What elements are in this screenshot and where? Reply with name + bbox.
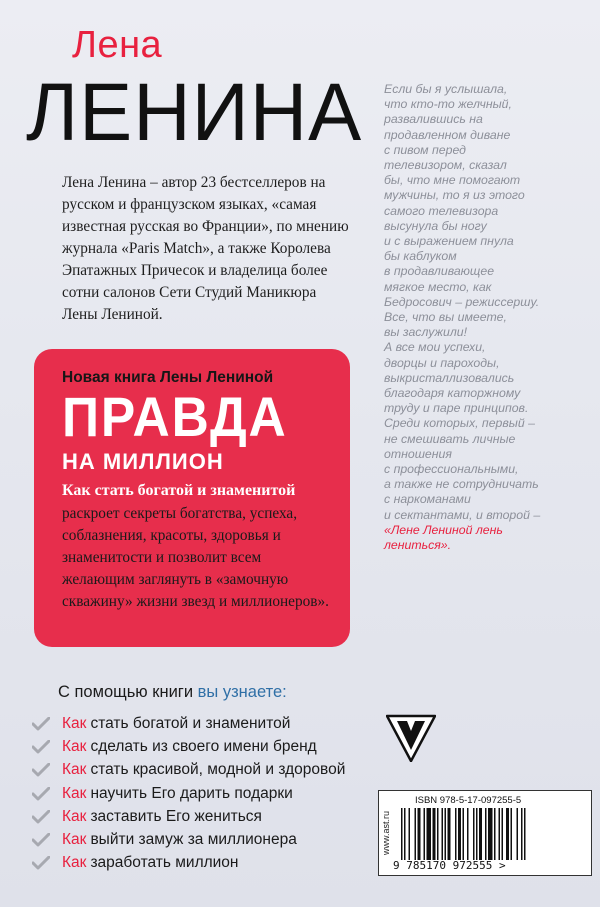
barcode-bar [463, 808, 465, 860]
book-title-line2: НА МИЛЛИОН [62, 449, 224, 474]
barcode-bar [445, 808, 447, 860]
checkmark-icon [32, 763, 50, 777]
quote-line: отношения [384, 446, 452, 461]
quote-line: в продавливающее [384, 264, 495, 279]
quote-line: Если бы я услышала, [384, 82, 508, 96]
barcode-bar [517, 808, 519, 860]
list-item-keyword: Как [62, 784, 87, 802]
barcode-bar [506, 808, 509, 860]
barcode-bar [511, 808, 513, 860]
quote-line: мягкое место, как [384, 279, 492, 294]
learn-intro-accent: вы узнаете: [197, 683, 287, 701]
barcode-bar [404, 808, 406, 860]
quote-line: вы заслужили! [384, 325, 468, 340]
quote-line: мужчины, то я из этого [384, 188, 525, 203]
book-tagline: Как стать богатой и знаменитой [62, 482, 296, 499]
quote-line: с пивом перед [384, 142, 466, 157]
publisher-website: www.ast.ru [381, 811, 391, 856]
checkmark-icon [32, 740, 50, 754]
list-item-keyword: Как [62, 714, 87, 732]
author-last-name: ЛЕНИНА [26, 67, 363, 158]
barcode-bar [488, 808, 493, 860]
list-item [32, 805, 352, 828]
barcode-bar [401, 808, 403, 860]
barcode-bar [437, 808, 439, 860]
barcode-bar [502, 808, 504, 860]
barcode-bar [479, 808, 482, 860]
learn-intro-text: С помощью книги [58, 683, 194, 701]
list-item-keyword: Как [62, 854, 87, 872]
quote-line: что кто-то желчный, [384, 97, 512, 112]
list-item [32, 759, 352, 782]
quote-line: дворцы и пароходы, [384, 355, 500, 370]
barcode-bar [473, 808, 475, 860]
learn-intro [58, 683, 287, 702]
list-item [32, 735, 352, 758]
list-item [32, 712, 352, 735]
quote-line: бы, что мне помогают [384, 173, 521, 188]
list-item-text: стать богатой и знаменитой [90, 714, 291, 732]
quote-line: Все, что вы имеете, [384, 310, 507, 325]
list-item [32, 782, 352, 805]
list-item-text: выйти замуж за миллионера [90, 831, 297, 849]
quote-signature: «Лене Лениной лень [384, 522, 503, 537]
barcode-bars [399, 808, 585, 860]
author-first-name: Лена [72, 24, 163, 66]
quote-line: Бедросович – режиссершу. [384, 294, 540, 309]
book-title: ПРАВДА [62, 385, 288, 448]
quote-signature: лениться». [384, 538, 452, 553]
list-item-keyword: Как [62, 761, 87, 779]
quote-line: с наркоманами [384, 492, 471, 507]
quote-line: благодаря каторжному [384, 386, 521, 401]
list-item-text: научить Его дарить подарки [90, 784, 293, 802]
quote-line: и с выражением пнула [384, 234, 514, 249]
list-item-text: стать красивой, модной и здоровой [90, 761, 346, 779]
quote-line: самого телевизора [384, 203, 499, 218]
barcode-bar [455, 808, 457, 860]
barcode-bar [424, 808, 426, 860]
checkmark-icon [32, 810, 50, 824]
quote-line: высунула бы ногу [384, 218, 487, 233]
promo-box [34, 349, 350, 647]
list-item-keyword: Как [62, 831, 87, 849]
list-item-text: сделать из своего имени бренд [90, 737, 317, 755]
barcode-bar [427, 808, 432, 860]
barcode-bar [524, 808, 526, 860]
quote-line: бы каблуком [384, 249, 457, 264]
publisher-v-logo-icon [386, 714, 436, 762]
quote-line: а также не сотрудничать [384, 477, 539, 492]
quote-line: А все мои успехи, [384, 340, 486, 355]
quote-line: Среди которых, первый – [384, 416, 535, 431]
isbn-number: ISBN 978-5-17-097255-5 [415, 795, 522, 806]
author-bio: Лена Ленина – автор 23 бестселлеров на русском и французском языках, «самая известная русская во Франции», по мнению журнала «Paris Match», а также Королева Эпатажных Причесок и владелица более сотни салонов Сети Студий Маникюра Лены Лениной. [62, 174, 349, 323]
list-item-text: заработать миллион [90, 854, 239, 872]
checkmark-icon [32, 717, 50, 731]
barcode-bar [415, 808, 417, 860]
promo-description: раскроет секреты богатства, успеха, соблазнения, красоты, здоровья и знаменитости и позволит всем желающим заглянуть в «замочную скважину» жизни звезд и миллионеров». [62, 505, 329, 610]
quote-line: развалившись на [384, 112, 483, 127]
barcode-digits: 9 785170 972555 > [393, 859, 506, 872]
list-item-keyword: Как [62, 737, 87, 755]
quote-line: с профессиональными, [384, 462, 519, 477]
barcode-bar [409, 808, 411, 860]
barcode-bar [448, 808, 451, 860]
barcode-bar [494, 808, 496, 860]
list-item-keyword: Как [62, 807, 87, 825]
checkmark-icon [32, 787, 50, 801]
barcode-bar [458, 808, 461, 860]
barcode-bar [485, 808, 487, 860]
barcode-bar [467, 808, 469, 860]
barcode-bar [442, 808, 444, 860]
promo-subtitle: Новая книга Лены Лениной [62, 369, 274, 386]
quote-line: продавленном диване [384, 127, 511, 142]
barcode-bar [433, 808, 436, 860]
quote-line: не смешивать личные [384, 431, 516, 446]
list-item-text: заставить Его жениться [90, 807, 262, 825]
barcode-bar [521, 808, 523, 860]
quote-line: выкристаллизовались [384, 370, 515, 385]
quote-line: труду и паре принципов. [384, 401, 529, 416]
checkmark-icon [32, 856, 50, 870]
barcode-bar [476, 808, 478, 860]
barcode-bar [499, 808, 501, 860]
barcode-bar [418, 808, 421, 860]
benefits-list [32, 712, 352, 875]
barcode-block [378, 790, 592, 876]
author-quote [384, 82, 596, 553]
quote-line: телевизором, сказал [384, 158, 507, 173]
list-item [32, 852, 352, 875]
list-item [32, 828, 352, 851]
quote-line: и сектантами, и второй – [384, 507, 541, 522]
checkmark-icon [32, 833, 50, 847]
